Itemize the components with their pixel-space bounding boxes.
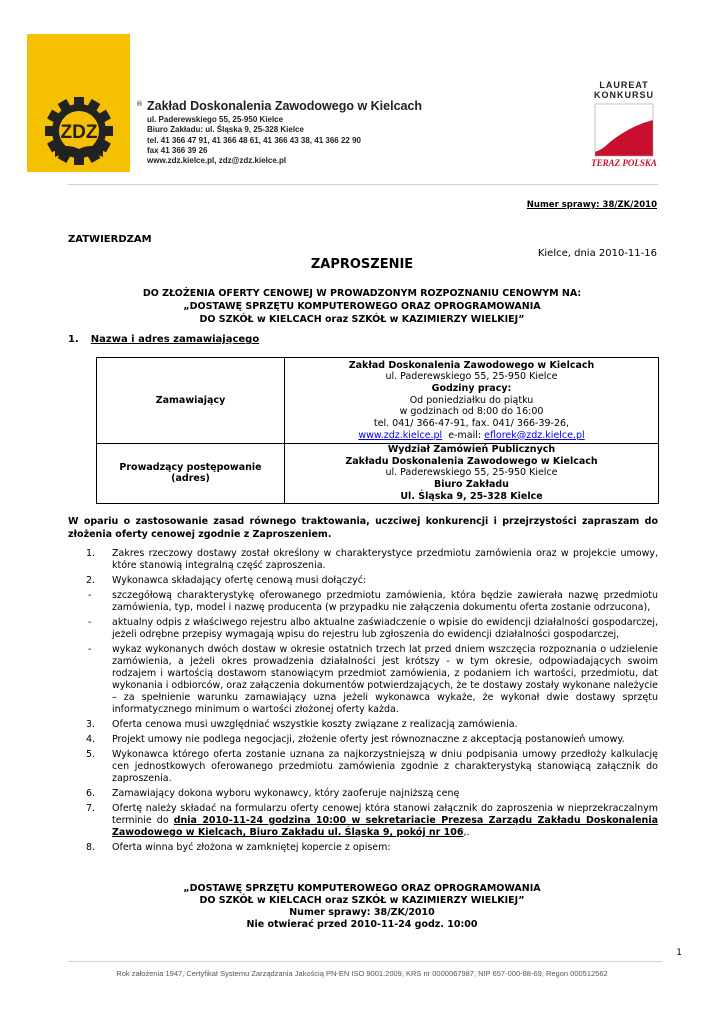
teraz-polska-label: TERAZ POLSKA (591, 158, 657, 168)
website-link[interactable]: www.zdz.kielce.pl (358, 429, 443, 441)
approve-label: ZATWIERDZAM (68, 234, 152, 245)
office-address: Ul. Śląska 9, 25-328 Kielce (400, 490, 543, 502)
list-item: 5. Wykonawca którego oferta zostanie uznana za najkorzystniejszą w dniu podpisania umowy przedłoży kalkulację cen jednostkowych oferowanego przedmiotu zamówienia zgodnie z charakterystyką stanowiącą załącznik do zaproszenia. (86, 749, 658, 784)
subtitle-line-3: DO SZKÓŁ w KIELCACH oraz SZKÓŁ w KAZIMIERZY WIELKIEJ” (199, 314, 525, 325)
envelope-line-1: „DOSTAWĘ SPRZĘTU KOMPUTEROWEGO ORAZ OPROGRAMOWANIA (183, 883, 541, 894)
zdz-logo (27, 34, 130, 172)
gear-logo-icon (27, 34, 130, 172)
list-item: - szczegółową charakterystykę oferowanego przedmiotu zamówienia, która będzie zawierała nazwę przedmiotu zamówienia, typ, model i nazwę producenta (w przypadku nie załączenia dokumentu oferta zostanie odrzucona), (88, 590, 658, 613)
company-fax: fax 41 366 39 26 (147, 145, 208, 155)
authority-address: ul. Paderewskiego 55, 25-950 Kielce (385, 371, 558, 383)
case-number: Numer sprawy: 38/ZK/2010 (526, 200, 657, 210)
conductor-address: ul. Paderewskiego 55, 25-950 Kielce (385, 467, 558, 479)
table-cell-label: Zamawiający (97, 358, 285, 444)
envelope-line-3: Numer sprawy: 38/ZK/2010 (289, 907, 435, 918)
email-label: e-mail: (448, 429, 482, 441)
conductor-label: Prowadzący postępowanie (119, 461, 262, 473)
working-hours: w godzinach od 8:00 do 16:00 (399, 406, 544, 418)
envelope-line-2: DO SZKÓŁ w KIELCACH oraz SZKÓŁ w KAZIMIERZY WIELKIEJ” (199, 895, 525, 906)
envelope-line-4: Nie otwierać przed 2010-11-24 godz. 10:00 (246, 919, 478, 930)
page-number: 1 (676, 948, 682, 958)
laureat-badge (590, 80, 658, 168)
place-date: Kielce, dnia 2010-11-16 (537, 248, 657, 259)
table-row (97, 358, 659, 444)
list-item: 2. Wykonawca składający ofertę cenową musi dołączyć: (86, 575, 367, 586)
list-item: 4. Projekt umowy nie podlega negocjacji, złożenie oferty jest równoznaczne z akceptacją postanowień umowy. (86, 734, 625, 745)
conductor-name: Zakładu Doskonalenia Zawodowego w Kielcach (345, 455, 598, 467)
company-name: Zakład Doskonalenia Zawodowego w Kielcach (147, 99, 423, 113)
teraz-polska-emblem-icon (590, 102, 658, 157)
table-cell-value (285, 358, 659, 444)
section-1-title: Nazwa i adres zamawiającego (90, 334, 260, 345)
footer-text: Rok założenia 1947, Certyfikat Systemu Zarządzania Jakością PN-EN ISO 9001:2009, KRS nr 0000067987, NIP 657-000-88-69, Regon 000512562 (116, 969, 608, 978)
company-address: ul. Paderewskiego 55, 25-950 Kielce (147, 115, 284, 124)
working-days: Od poniedziałku do piątku (409, 394, 534, 406)
page-title: ZAPROSZENIE (310, 257, 414, 272)
authority-phone: tel. 041/ 366-47-91, fax. 041/ 366-39-26, (373, 418, 570, 430)
conductor-label-sub: (adres) (171, 473, 210, 485)
document-subtitle (0, 287, 724, 326)
envelope-label (0, 883, 724, 931)
list-item: 7. Ofertę należy składać na formularzu oferty cenowej która stanowi załącznik do zaproszenia w nieprzekraczalnym terminie do dnia 2010-11-24 godzina 10:00 w sekretariacie Prezesa Zarządu Zakładu Doskonalenia Zawodowego w Kielcach, Biuro Zakładu ul. Śląska 9, pokój nr 106,. (86, 803, 658, 838)
company-office: Biuro Zakładu: ul. Śląska 9, 25-328 Kielce (147, 125, 304, 135)
section-1-heading (68, 334, 259, 345)
office-label: Biuro Zakładu (434, 479, 509, 491)
registered-mark: ® (136, 100, 143, 108)
authority-name: Zakład Doskonalenia Zawodowego w Kielcach (348, 359, 595, 371)
list-item: - wykaz wykonanych dwóch dostaw w okresie ostatnich trzech lat przed dniem wszczęcia rozpoznania o udzielenie zamówienia, a jeżeli okres prowadzenia działalności jest krótszy - w tym okresie, odpowiadających swoim rodzajem i wartością dostawom stanowiącym przedmiot zamówienia, z podaniem ich wartości, przedmiotu, dat wykonania i odbiorców, oraz załączenia dokumentów potwierdzających, że te dostawy zostały wykonane należycie – za spełnienie warunku zamawiający uzna jeżeli wykonawca wykaże, że wykonał dwie dostawy sprzętu informatycznego minimum o wartości złożonej oferty każda. (88, 644, 658, 715)
company-info (147, 98, 422, 166)
header-divider (68, 184, 658, 185)
company-web: www.zdz.kielce.pl, zdz@zdz.kielce.pl (147, 156, 287, 166)
laureat-line1: LAUREAT (599, 80, 649, 90)
table-row (97, 444, 659, 504)
hours-label: Godziny pracy: (431, 382, 512, 394)
email-link[interactable]: eflorek@zdz.kielce.pl (484, 429, 585, 441)
svg-text:ZDZ: ZDZ (60, 122, 98, 143)
list-item: - aktualny odpis z właściwego rejestru albo aktualne zaświadczenie o wpisie do ewidencji działalności gospodarczej, jeżeli odrębne przepisy wymagają wpisu do rejestru lub zgłoszenia do ewidencji działalności gospodarczej, (88, 617, 658, 640)
table-cell-value (285, 444, 659, 504)
table-cell-label (97, 444, 285, 504)
laureat-line2: KONKURSU (593, 90, 654, 100)
contracting-authority-table (96, 357, 659, 504)
list-item: 1. Zakres rzeczowy dostawy został określony w charakterystyce przedmiotu zamówienia oraz w projekcie umowy, które stanowią integralną część zaproszenia. (86, 548, 658, 571)
list-item: 6. Zamawiający dokona wyboru wykonawcy, który zaoferuje najniższą cenę (86, 788, 460, 799)
list-item: 3. Oferta cenowa musi uwzględniać wszystkie koszty związane z realizacją zamówienia. (86, 719, 518, 730)
section-1-number: 1. (68, 334, 79, 345)
intro-paragraph: W opariu o zastosowanie zasad równego traktowania, uczciwej konkurencji i przejrzystości zapraszam do złożenia oferty cenowej zgodnie z Zaproszeniem. (68, 516, 658, 540)
company-phones: tel. 41 366 47 91, 41 366 48 61, 41 366 43 38, 41 366 22 90 (147, 135, 361, 145)
list-item: 8. Oferta winna być złożona w zamkniętej kopercie z opisem: (86, 842, 391, 853)
department-name: Wydział Zamówień Publicznych (387, 444, 556, 455)
footer-divider (68, 961, 662, 962)
conditions-list (68, 548, 658, 857)
subtitle-line-2: „DOSTAWĘ SPRZĘTU KOMPUTEROWEGO ORAZ OPROGRAMOWANIA (183, 301, 541, 312)
subtitle-line-1: DO ZŁOŻENIA OFERTY CENOWEJ W PROWADZONYM ROZPOZNANIU CENOWYM NA: (142, 288, 582, 299)
